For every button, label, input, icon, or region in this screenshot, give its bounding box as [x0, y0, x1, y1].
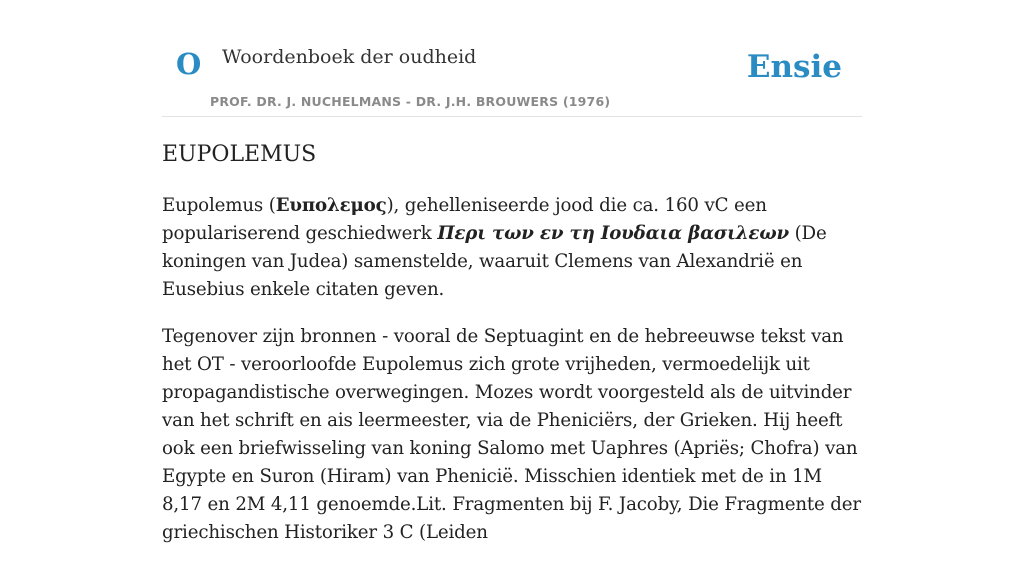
greek-name: Ευπολεμος — [275, 195, 387, 216]
ensie-logo[interactable]: Ensie — [746, 49, 842, 85]
book-title[interactable]: Woordenboek der oudheid — [222, 46, 477, 68]
paragraph-text: (De koningen van Judea) samenstelde, waaruit Clemens van Alexandrië en Eusebius enkele citaten geven. — [162, 223, 827, 300]
page-header — [162, 0, 862, 117]
index-letter[interactable]: O — [176, 47, 202, 81]
greek-work-title: Περι των εν τη Ιουδαια βασιλεων — [437, 223, 789, 244]
book-authors: PROF. DR. J. NUCHELMANS - DR. J.H. BROUWERS (1976) — [210, 94, 611, 109]
paragraph-text: Eupolemus ( — [162, 195, 276, 216]
entry-paragraph-2: Tegenover zijn bronnen - vooral de Septuagint en de hebreeuwse tekst van het OT - veroorloofde Eupolemus zich grote vrijheden, vermoedelijk uit propagandistische overwegingen. Mozes wordt voorgesteld als de uitvinder van het schrift en ais leermeester, via de Pheniciërs, der Grieken. Hij heeft ook een briefwisseling van koning Salomo met Uaphres (Apriës; Chofra) van Egypte en Suron (Hiram) van Phenicië. Misschien identiek met de in 1M 8,17 en 2M 4,11 genoemde.Lit. Fragmenten bij F. Jacoby, Die Fragmente der griechischen Historiker 3 C (Leiden — [162, 326, 861, 543]
entry-content — [162, 140, 866, 566]
entry-paragraph-1 — [162, 192, 866, 304]
entry-title: EUPOLEMUS — [162, 142, 317, 167]
paragraph-text: ), gehelleniseerde jood die ca. 160 vC een populariserend geschiedwerk — [162, 195, 767, 244]
